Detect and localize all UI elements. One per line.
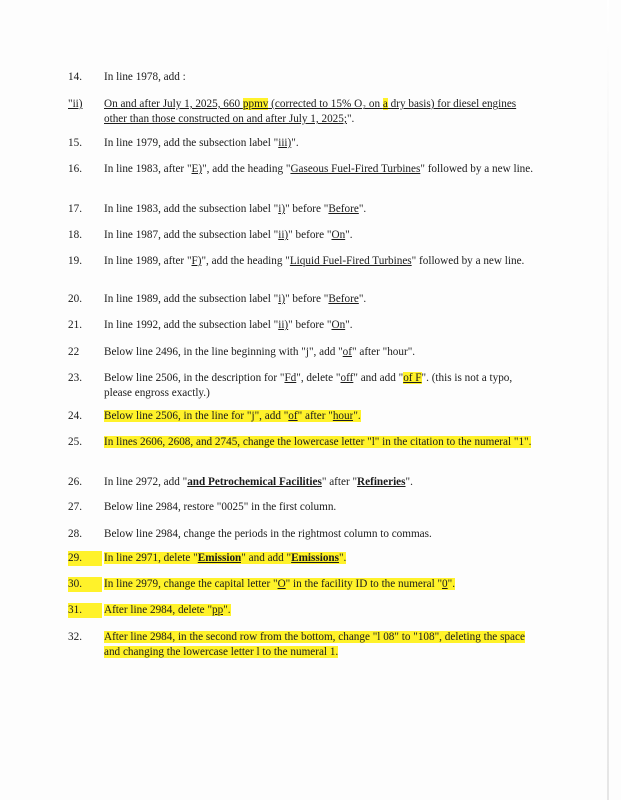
item-number: 17. — [68, 203, 82, 215]
text-run: ". — [447, 578, 456, 590]
text-run: E) — [191, 163, 203, 175]
text-run: ". — [346, 113, 355, 125]
text-run: of — [342, 346, 352, 358]
text-run: On — [331, 229, 346, 241]
item-text — [104, 630, 536, 660]
text-run: Liquid Fuel-Fired Turbines — [289, 255, 412, 267]
text-run: In lines 2606, 2608, and 2745, change the lowercase letter "l" in the citation to the numeral "1". — [104, 436, 532, 448]
item-text — [104, 577, 536, 592]
text-run: and Petrochemical Facilities — [187, 476, 322, 488]
text-run: i) — [278, 293, 286, 305]
text-run: ". — [345, 229, 353, 241]
item-text — [104, 97, 536, 127]
item-number: "ii) — [68, 98, 83, 110]
text-run: ", add the heading " — [201, 255, 290, 267]
item-text — [104, 70, 536, 85]
text-run: In line 2979, change the capital letter " — [104, 578, 278, 590]
text-run: After line 2984, delete " — [104, 604, 213, 616]
page-edge-shadow — [607, 0, 609, 800]
item-number: 31. — [68, 603, 102, 618]
item-text — [104, 345, 536, 360]
text-run: O — [277, 578, 286, 590]
item-number: 23. — [68, 372, 82, 384]
text-run: In line 2971, delete " — [104, 552, 198, 564]
text-run: of — [288, 410, 298, 422]
text-run: " before " — [288, 229, 332, 241]
item-text — [104, 603, 536, 618]
item-text — [104, 475, 536, 490]
text-run: In line 1989, add the subsection label " — [104, 293, 279, 305]
item-text — [104, 409, 536, 424]
text-run: Emission — [197, 552, 242, 564]
item-number: 30. — [68, 577, 102, 592]
text-run: ", delete " — [296, 372, 341, 384]
text-run: " before " — [285, 203, 329, 215]
text-run: Emissions — [291, 552, 339, 564]
text-run: " followed by a new line. — [420, 163, 534, 175]
text-run: On — [331, 319, 346, 331]
text-run: Before — [328, 203, 359, 215]
item-number: 29. — [68, 551, 102, 566]
text-run: ". (this is not a typo, please engross exactly.) — [104, 372, 513, 399]
text-run: " followed by a new line. — [411, 255, 525, 267]
item-number: 26. — [68, 476, 82, 488]
text-run: of F — [403, 372, 422, 384]
item-number: 20. — [68, 293, 82, 305]
text-run: off — [340, 372, 354, 384]
text-run: In line 1989, after " — [104, 255, 192, 267]
item-number: 18. — [68, 229, 82, 241]
text-run: Fd — [284, 372, 297, 384]
text-run: " before " — [288, 319, 332, 331]
item-number: 32. — [68, 631, 82, 643]
text-run: " after "hour". — [352, 346, 416, 358]
text-run: ". — [345, 319, 353, 331]
text-run: ". — [358, 203, 367, 215]
item-number: 19. — [68, 255, 82, 267]
text-run: In line 1979, add the subsection label " — [104, 137, 279, 149]
text-run: i) — [278, 203, 286, 215]
text-run: In line 1983, add the subsection label " — [104, 203, 279, 215]
text-run: Below line 2984, restore "0025" in the first column. — [104, 501, 337, 513]
text-run: (corrected to 15% O₂ on — [268, 98, 383, 110]
text-run: ". — [358, 293, 367, 305]
text-run: ppmv — [242, 98, 269, 110]
text-run: pp — [212, 604, 224, 616]
text-run: After line 2984, in the second row from the bottom, change "l 08" to "108", deleting the space and changing the lowercase letter l to the numeral 1. — [104, 631, 525, 658]
text-run: In line 1978, add : — [104, 71, 186, 83]
item-number: 24. — [68, 410, 82, 422]
text-run: " after " — [297, 410, 333, 422]
text-run: Below line 2506, in the description for " — [104, 372, 285, 384]
item-text — [104, 318, 536, 333]
item-number: 14. — [68, 71, 82, 83]
text-run: " in the facility ID to the numeral " — [285, 578, 443, 590]
item-number: 21. — [68, 319, 82, 331]
item-text — [104, 162, 536, 177]
item-number: 22 — [68, 346, 80, 358]
item-text — [104, 136, 536, 151]
text-run: In line 1983, after " — [104, 163, 192, 175]
item-number: 15. — [68, 137, 82, 149]
text-run: ". — [223, 604, 231, 616]
item-text — [104, 371, 536, 401]
text-run: " before " — [285, 293, 329, 305]
text-run: In line 1987, add the subsection label " — [104, 229, 279, 241]
text-run: ". — [291, 137, 299, 149]
text-run: ", add the heading " — [202, 163, 291, 175]
text-run: Before — [328, 293, 359, 305]
text-run: ". — [353, 410, 361, 422]
text-run: iii) — [278, 137, 292, 149]
text-run: a — [382, 98, 388, 110]
item-text — [104, 228, 536, 243]
text-run: " after " — [321, 476, 358, 488]
text-run: ii) — [278, 229, 289, 241]
item-number: 27. — [68, 501, 82, 513]
item-number: 28. — [68, 528, 82, 540]
item-text — [104, 202, 536, 217]
text-run: " and add " — [353, 372, 404, 384]
text-run: ". — [338, 552, 347, 564]
text-run: On and after July 1, 2025, 660 — [104, 98, 243, 110]
text-run: In line 1992, add the subsection label " — [104, 319, 279, 331]
item-text — [104, 551, 536, 566]
item-number: 16. — [68, 163, 82, 175]
text-run: ". — [405, 476, 413, 488]
text-run: Below line 2984, change the periods in the rightmost column to commas. — [104, 528, 432, 540]
item-text — [104, 292, 536, 307]
item-text — [104, 254, 536, 269]
text-run: hour — [332, 410, 354, 422]
text-run: Refineries — [357, 476, 406, 488]
text-run: Gaseous Fuel-Fired Turbines — [290, 163, 421, 175]
text-run: dry basis) for diesel engines other than those constructed on and after July 1, 2025; — [104, 98, 517, 125]
text-run: In line 2972, add " — [104, 476, 188, 488]
item-number: 25. — [68, 436, 82, 448]
item-text — [104, 500, 536, 515]
text-run: ii) — [278, 319, 289, 331]
text-run: Below line 2496, in the line beginning with "j", add " — [104, 346, 343, 358]
item-text — [104, 435, 536, 450]
text-run: " and add " — [241, 552, 292, 564]
text-run: F) — [191, 255, 202, 267]
text-run: Below line 2506, in the line for "j", add " — [104, 410, 289, 422]
text-run: 0 — [442, 578, 448, 590]
item-text — [104, 527, 536, 542]
